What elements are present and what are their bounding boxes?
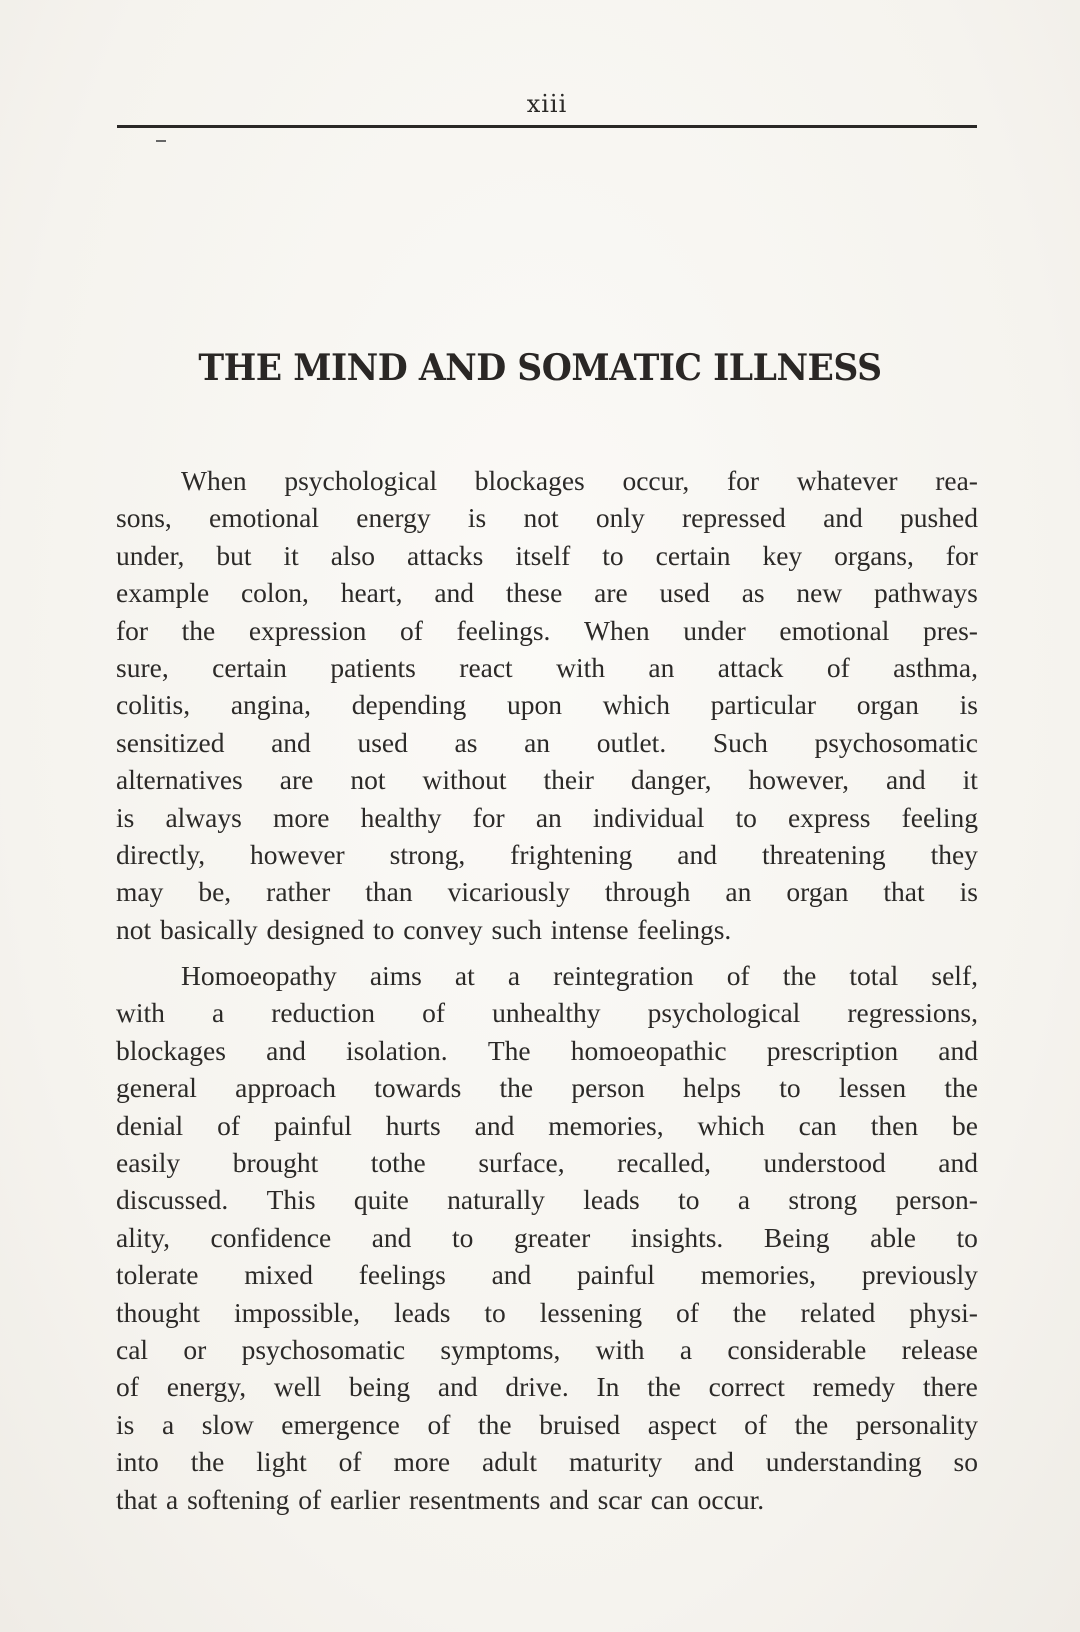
word: brought <box>232 1147 319 1179</box>
text-line <box>116 873 978 910</box>
word: of <box>726 960 750 992</box>
word: previously <box>861 1259 978 1291</box>
word: considerable <box>727 1333 867 1365</box>
word: an <box>524 726 551 758</box>
word: surface, <box>478 1147 565 1179</box>
word: lessen <box>838 1072 907 1104</box>
word: with <box>116 997 165 1029</box>
word: an <box>725 876 752 908</box>
word: which <box>697 1109 765 1141</box>
text-line <box>116 1069 978 1106</box>
word: earlier <box>329 1483 401 1515</box>
word: as <box>454 726 478 758</box>
word: to <box>779 1072 801 1104</box>
word: emotional <box>779 614 890 646</box>
word: can <box>798 1109 837 1141</box>
word: colitis, <box>116 689 191 721</box>
word: there <box>922 1371 978 1403</box>
word: repressed <box>681 502 786 534</box>
word: of <box>427 1408 451 1440</box>
text-line <box>116 911 978 948</box>
word: upon <box>507 689 563 721</box>
word: naturally <box>447 1184 545 1216</box>
word: healthy <box>360 801 442 833</box>
word: to <box>452 1221 474 1253</box>
word: adult <box>482 1446 538 1478</box>
word: memories, <box>548 1109 664 1141</box>
word: symptoms, <box>440 1333 561 1365</box>
text-line <box>116 1144 978 1181</box>
word: and <box>266 1034 306 1066</box>
word: of <box>338 1446 362 1478</box>
word: and <box>271 726 311 758</box>
word: sensitized <box>116 726 225 758</box>
word: total <box>849 960 899 992</box>
word: strong <box>788 1184 858 1216</box>
word: into <box>116 1446 159 1478</box>
word: it <box>283 539 299 571</box>
word: attack <box>717 651 784 683</box>
word: patients <box>330 651 416 683</box>
word: to <box>373 913 395 945</box>
word: or <box>183 1333 207 1365</box>
word: blockages <box>474 465 585 496</box>
text-line <box>116 649 978 686</box>
word: outlet. <box>596 726 667 758</box>
word: under, <box>116 539 185 571</box>
word: the <box>181 614 216 646</box>
word: vicariously <box>447 876 570 908</box>
text-line <box>116 1181 978 1218</box>
word: and <box>823 502 863 534</box>
word: Homoeopathy <box>181 960 337 992</box>
word: and <box>694 1446 734 1478</box>
word: react <box>459 651 513 683</box>
word: scar <box>597 1483 642 1515</box>
word: insights. <box>630 1221 724 1253</box>
word: leads <box>393 1296 451 1328</box>
word: through <box>604 876 691 908</box>
word: Such <box>712 726 768 758</box>
word: of <box>217 1109 241 1141</box>
word: their <box>543 764 594 796</box>
word: an <box>648 651 675 683</box>
word: certain <box>212 651 287 683</box>
word: without <box>422 764 507 796</box>
word: recalled, <box>617 1147 711 1179</box>
word: whatever <box>796 465 898 496</box>
word: thought <box>116 1296 201 1328</box>
word: well <box>273 1371 322 1403</box>
text-line <box>116 499 978 536</box>
word: individual <box>592 801 705 833</box>
word: to <box>735 801 757 833</box>
word: for <box>945 539 978 571</box>
word: quite <box>353 1184 409 1216</box>
word: reduction <box>271 997 376 1029</box>
word: a <box>161 1408 175 1440</box>
word: used <box>659 577 710 609</box>
word: threatening <box>761 838 886 870</box>
word: danger, <box>630 764 712 796</box>
chapter-title: THE MIND AND SOMATIC ILLNESS <box>198 347 882 389</box>
word: attacks <box>407 539 484 571</box>
word: psychosomatic <box>241 1333 406 1365</box>
word: pres- <box>922 614 978 646</box>
word: feeling <box>901 801 978 833</box>
word: also <box>330 539 376 571</box>
word: discussed. <box>116 1184 229 1216</box>
word: pushed <box>900 502 978 534</box>
word: psychosomatic <box>814 726 978 758</box>
word: understood <box>763 1147 886 1179</box>
word: a <box>679 1333 693 1365</box>
word: the <box>732 1296 767 1328</box>
word: easily <box>116 1147 181 1179</box>
word: organs, <box>834 539 914 571</box>
word: tolerate <box>116 1259 199 1291</box>
text-line <box>116 1481 978 1518</box>
word: only <box>595 502 645 534</box>
word: with <box>595 1333 645 1365</box>
word: to <box>484 1296 506 1328</box>
word: to <box>602 539 624 571</box>
text-line <box>116 994 978 1031</box>
word: key <box>762 539 803 571</box>
word: designed <box>266 913 365 945</box>
word: aspect <box>647 1408 717 1440</box>
word: as <box>741 577 765 609</box>
text-line <box>116 1219 978 1256</box>
word: the <box>647 1371 681 1403</box>
word: is <box>116 1408 135 1440</box>
word: feelings. <box>456 614 551 646</box>
word: particular <box>710 689 817 721</box>
word: isolation. <box>346 1034 448 1066</box>
word: and <box>938 1034 978 1066</box>
word: of <box>298 1483 322 1515</box>
word: always <box>165 801 242 833</box>
text-line <box>116 612 978 649</box>
text-line <box>116 799 978 836</box>
word: painful <box>273 1109 352 1141</box>
word: greater <box>513 1221 591 1253</box>
word: energy <box>356 502 431 534</box>
word: lessening <box>539 1296 643 1328</box>
word: are <box>594 577 628 609</box>
word: personality <box>855 1408 978 1440</box>
word: however, <box>748 764 849 796</box>
word: the <box>478 1408 512 1440</box>
word: and <box>434 577 475 609</box>
word: but <box>216 539 252 571</box>
word: heart, <box>340 577 403 609</box>
word: energy, <box>166 1371 247 1403</box>
word: to <box>678 1184 700 1216</box>
word: at <box>454 960 475 992</box>
running-head <box>117 90 977 130</box>
word: and <box>549 1483 589 1515</box>
word: than <box>365 876 413 908</box>
word: of <box>826 651 850 683</box>
word: rather <box>266 876 331 908</box>
paragraph <box>116 957 978 1518</box>
word: psychological <box>647 997 801 1029</box>
text-line <box>116 574 978 611</box>
word: emergence <box>281 1408 400 1440</box>
word: impossible, <box>233 1296 361 1328</box>
word: maturity <box>568 1446 663 1478</box>
word: feelings <box>358 1259 446 1291</box>
word: emotional <box>209 502 320 534</box>
word: occur. <box>697 1483 765 1515</box>
word: for <box>116 614 149 646</box>
word: This <box>266 1184 316 1216</box>
text-line <box>116 761 978 798</box>
word: intense <box>550 913 629 945</box>
word: related <box>800 1296 876 1328</box>
header-rule <box>117 125 977 128</box>
word: a <box>507 960 521 992</box>
word: unhealthy <box>492 997 601 1029</box>
word: regressions, <box>847 997 978 1029</box>
word: denial <box>116 1109 184 1141</box>
page-number: xiii <box>526 90 568 118</box>
word: that <box>116 1483 158 1515</box>
word: and <box>437 1371 478 1403</box>
word: general <box>116 1072 197 1104</box>
word: softening <box>187 1483 290 1515</box>
word: of <box>676 1296 699 1328</box>
word: correct <box>708 1371 785 1403</box>
word: express <box>788 801 871 833</box>
word: Being <box>763 1221 830 1253</box>
word: towards <box>374 1072 462 1104</box>
word: are <box>279 764 314 796</box>
word: sons, <box>116 502 172 534</box>
paragraph <box>116 462 978 948</box>
paragraph-gap <box>116 948 978 957</box>
word: is <box>959 876 978 908</box>
word: a <box>737 1184 751 1216</box>
word: light <box>256 1446 307 1478</box>
word: an <box>535 801 562 833</box>
word: more <box>393 1446 451 1478</box>
word: the <box>499 1072 534 1104</box>
word: may <box>116 876 164 908</box>
word: able <box>870 1221 916 1253</box>
word: physi- <box>909 1296 978 1328</box>
word: for <box>726 465 760 496</box>
word: resentments <box>408 1483 541 1515</box>
word: with <box>556 651 605 683</box>
word: slow <box>201 1408 254 1440</box>
word: remedy <box>812 1371 896 1403</box>
word: person <box>571 1072 645 1104</box>
word: helps <box>682 1072 742 1104</box>
word: When <box>583 614 650 646</box>
word: itself <box>515 539 571 571</box>
word: new <box>796 577 843 609</box>
text-line <box>116 1368 978 1405</box>
word: of <box>744 1408 767 1440</box>
word: psychological <box>284 465 438 496</box>
word: occur, <box>622 465 690 496</box>
word: and <box>371 1221 412 1253</box>
word: pathways <box>874 577 978 609</box>
word: leads <box>583 1184 640 1216</box>
word: certain <box>655 539 731 571</box>
word: a <box>211 997 225 1029</box>
word: not <box>350 764 386 796</box>
word: the <box>794 1408 829 1440</box>
word: hurts <box>385 1109 441 1141</box>
word: that <box>883 876 925 908</box>
word: feelings. <box>637 913 732 945</box>
word: be <box>951 1109 978 1141</box>
word: confidence <box>210 1221 332 1253</box>
word: frightening <box>510 838 633 870</box>
word: not <box>116 913 152 945</box>
word: and <box>474 1109 515 1141</box>
word: used <box>357 726 408 758</box>
word: which <box>602 689 670 721</box>
text-line <box>116 1443 978 1480</box>
word: they <box>930 838 978 870</box>
word: is <box>467 502 487 534</box>
word: and <box>885 764 926 796</box>
word: homoeopathic <box>570 1034 727 1066</box>
word: these <box>505 577 563 609</box>
word: under <box>683 614 746 646</box>
word: drive. <box>505 1371 569 1403</box>
word: so <box>953 1446 978 1478</box>
word: more <box>272 801 330 833</box>
word: blockages <box>116 1034 226 1066</box>
word: alternatives <box>116 764 243 796</box>
word: tothe <box>370 1147 426 1179</box>
word: bruised <box>539 1408 621 1440</box>
word: strong, <box>389 838 466 870</box>
word: depending <box>351 689 467 721</box>
text-line <box>116 462 978 499</box>
word: not <box>523 502 559 534</box>
word: basically <box>159 913 258 945</box>
word: it <box>962 764 978 796</box>
word: cal <box>116 1333 149 1365</box>
text-line <box>116 1406 978 1443</box>
text-line <box>116 537 978 574</box>
word: such <box>491 913 542 945</box>
word: The <box>487 1034 531 1066</box>
word: expression <box>248 614 367 646</box>
word: organ <box>786 876 849 908</box>
word: and <box>677 838 718 870</box>
word: release <box>901 1333 978 1365</box>
text-line <box>116 1107 978 1144</box>
word: aims <box>369 960 422 992</box>
word: of <box>422 997 446 1029</box>
word: organ <box>856 689 919 721</box>
text-line <box>116 1256 978 1293</box>
word: be, <box>198 876 232 908</box>
word: asthma, <box>893 651 978 683</box>
word: the <box>190 1446 225 1478</box>
word: prescription <box>766 1034 899 1066</box>
word: example <box>116 577 210 609</box>
word: ality, <box>116 1221 170 1253</box>
word: convey <box>403 913 483 945</box>
word: self, <box>931 960 978 992</box>
word: is <box>959 689 978 721</box>
word: sure, <box>116 651 169 683</box>
word: can <box>650 1483 689 1515</box>
word: reintegration <box>553 960 694 992</box>
text-line <box>116 957 978 994</box>
text-line <box>116 1331 978 1368</box>
print-mark <box>156 140 166 142</box>
word: for <box>472 801 505 833</box>
word: then <box>870 1109 919 1141</box>
text-line <box>116 724 978 761</box>
word: understanding <box>765 1446 922 1478</box>
word: mixed <box>244 1259 313 1291</box>
word: and <box>938 1147 978 1179</box>
word: of <box>400 614 423 646</box>
word: is <box>116 801 135 833</box>
word: being <box>349 1371 411 1403</box>
word: In <box>596 1371 620 1403</box>
word: the <box>782 960 817 992</box>
word: painful <box>577 1259 655 1291</box>
word: directly, <box>116 838 206 870</box>
word: rea- <box>935 465 978 496</box>
word: approach <box>235 1072 336 1104</box>
word: of <box>116 1371 139 1403</box>
word: and <box>491 1259 532 1291</box>
word: angina, <box>230 689 312 721</box>
text-line <box>116 686 978 723</box>
word: memories, <box>700 1259 817 1291</box>
body-text <box>116 462 978 1518</box>
text-line <box>116 1294 978 1331</box>
word: When <box>181 465 247 496</box>
word: to <box>956 1221 978 1253</box>
text-line <box>116 836 978 873</box>
word: a <box>166 1483 179 1515</box>
word: however <box>250 838 345 870</box>
word: colon, <box>240 577 309 609</box>
word: person- <box>895 1184 978 1216</box>
word: the <box>944 1072 978 1104</box>
text-line <box>116 1032 978 1069</box>
